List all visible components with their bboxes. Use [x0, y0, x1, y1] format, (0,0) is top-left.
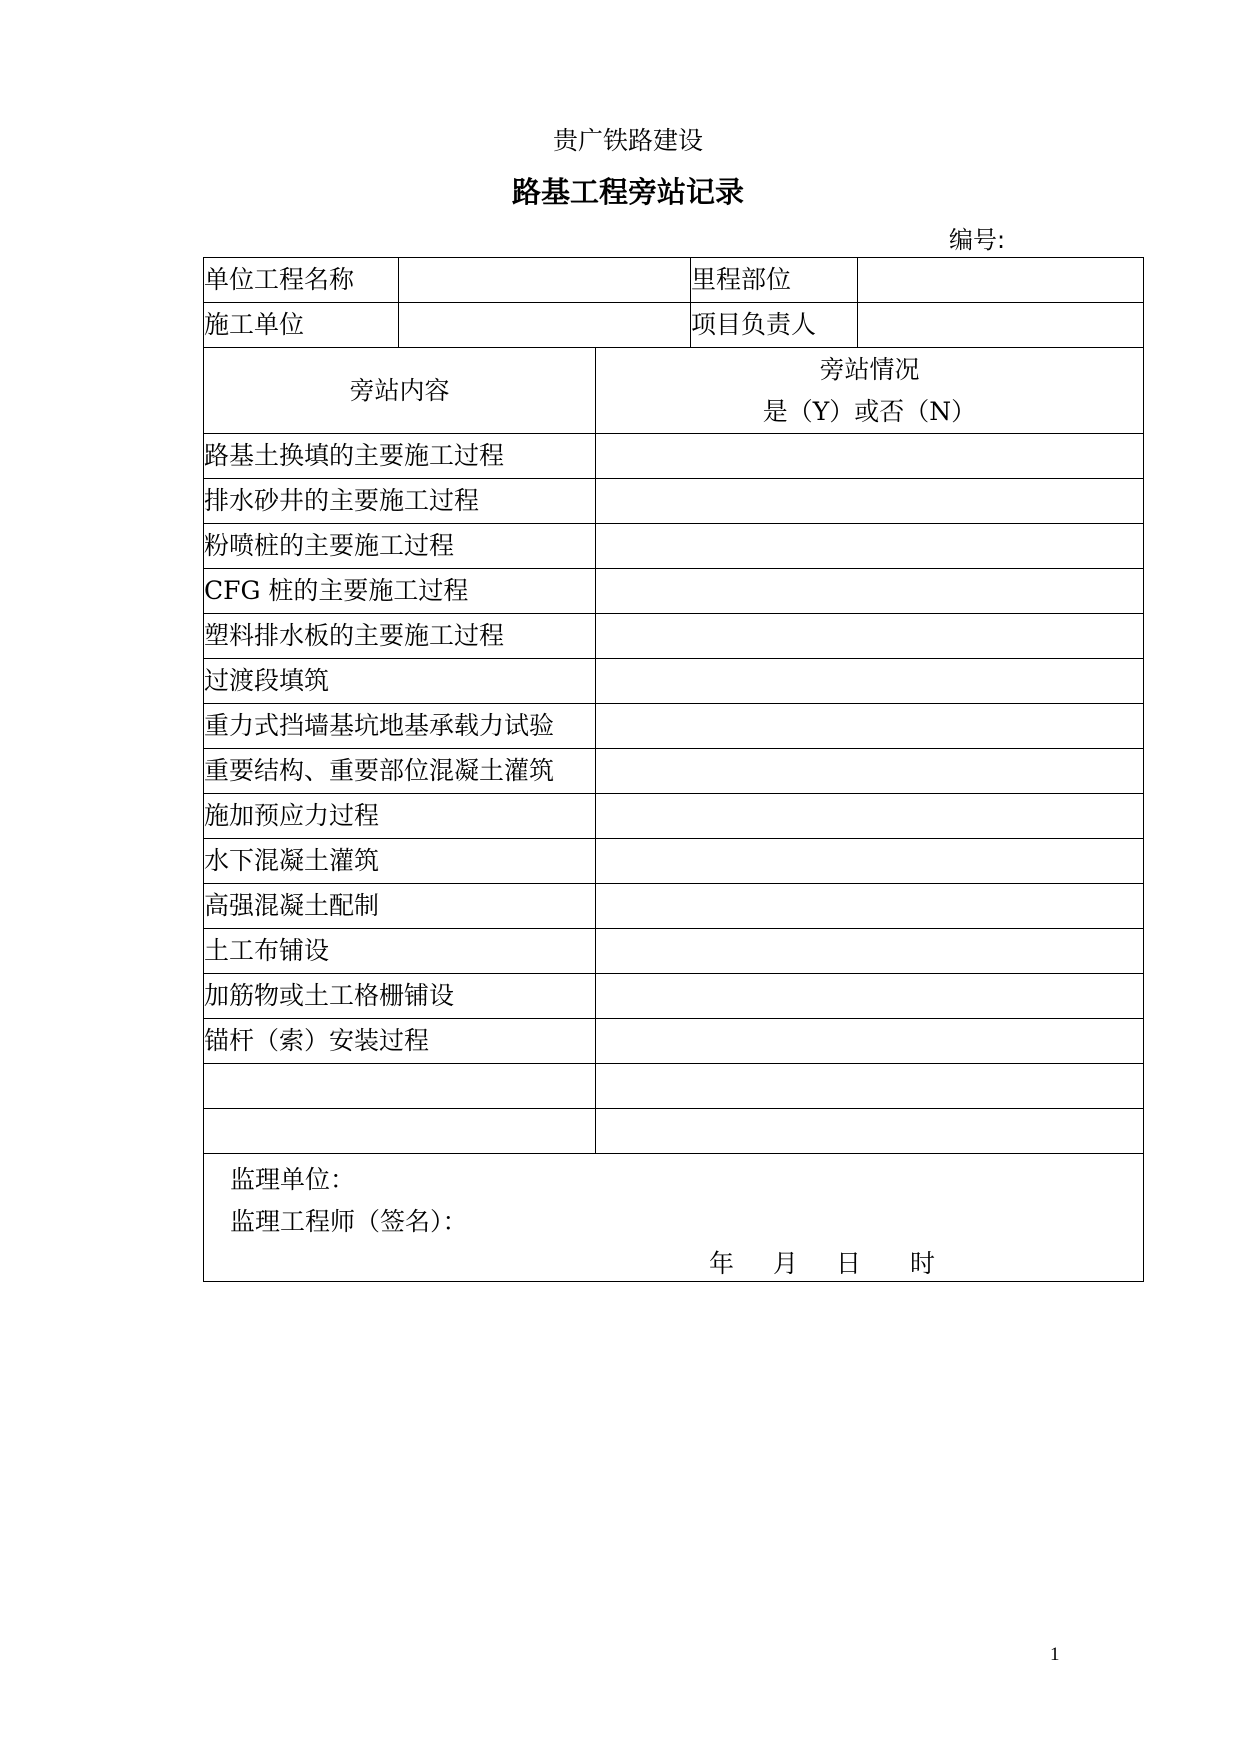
- inspection-record-table: [203, 257, 1144, 1282]
- inspection-item: 加筋物或土工格栅铺设: [204, 974, 596, 1019]
- status-column-hint: 是（Y）或否（N）: [762, 396, 977, 426]
- inspection-status-cell: [596, 614, 1144, 659]
- table-row-blank: [204, 1064, 1144, 1109]
- table-row: [204, 974, 1144, 1019]
- table-row: [204, 1019, 1144, 1064]
- inspection-item: 高强混凝土配制: [204, 884, 596, 929]
- page-number: 1: [1050, 1644, 1060, 1665]
- contractor-label: 施工单位: [204, 303, 399, 348]
- inspection-item: 过渡段填筑: [204, 659, 596, 704]
- inspection-item: 路基土换填的主要施工过程: [204, 434, 596, 479]
- table-row: [204, 794, 1144, 839]
- inspection-status-cell: [596, 1109, 1144, 1154]
- inspection-item-blank: [204, 1109, 596, 1154]
- inspection-status-cell: [596, 884, 1144, 929]
- organization-name: 贵广铁路建设: [552, 126, 703, 155]
- table-row: [204, 929, 1144, 974]
- inspection-item: 施加预应力过程: [204, 794, 596, 839]
- mileage-value-cell: [858, 258, 1144, 303]
- inspection-item: 水下混凝土灌筑: [204, 839, 596, 884]
- status-column-header: [596, 348, 1144, 434]
- inspection-item: 粉喷桩的主要施工过程: [204, 524, 596, 569]
- table-row: [204, 434, 1144, 479]
- signature-cell: [204, 1154, 1144, 1282]
- table-row: [204, 704, 1144, 749]
- signature-block: [204, 1154, 1143, 1281]
- inspection-item: 土工布铺设: [204, 929, 596, 974]
- contractor-value-cell: [399, 303, 691, 348]
- table-row: [204, 524, 1144, 569]
- table-row-blank: [204, 1109, 1144, 1154]
- date-day-label: 日: [836, 1249, 862, 1278]
- inspection-item: CFG 桩的主要施工过程: [204, 569, 596, 614]
- document-number-label: 编号:: [949, 226, 1006, 254]
- inspection-status-cell: [596, 479, 1144, 524]
- date-hour-label: 时: [910, 1249, 936, 1278]
- unit-project-label: 单位工程名称: [204, 258, 399, 303]
- table-row: [204, 749, 1144, 794]
- inspection-item: 塑料排水板的主要施工过程: [204, 614, 596, 659]
- content-column-header: 旁站内容: [204, 348, 596, 434]
- inspection-item-blank: [204, 1064, 596, 1109]
- inspection-status-cell: [596, 794, 1144, 839]
- mileage-label: 里程部位: [691, 258, 858, 303]
- engineer-signature-label: 监理工程师（签名）：: [230, 1207, 468, 1236]
- inspection-status-cell: [596, 929, 1144, 974]
- inspection-status-cell: [596, 839, 1144, 884]
- table-row: [204, 614, 1144, 659]
- date-month-label: 月: [773, 1249, 799, 1278]
- date-year-label: 年: [709, 1249, 735, 1278]
- inspection-item: 重力式挡墙基坑地基承载力试验: [204, 704, 596, 749]
- table-row: [204, 569, 1144, 614]
- project-manager-label: 项目负责人: [691, 303, 858, 348]
- table-row: [204, 659, 1144, 704]
- inspection-status-cell: [596, 1064, 1144, 1109]
- inspection-status-cell: [596, 569, 1144, 614]
- inspection-item: 重要结构、重要部位混凝土灌筑: [204, 749, 596, 794]
- info-row-unit-project: [204, 258, 1144, 303]
- document-title: 路基工程旁站记录: [511, 175, 744, 209]
- inspection-status-cell: [596, 659, 1144, 704]
- unit-project-value-cell: [399, 258, 691, 303]
- table-row: [204, 479, 1144, 524]
- info-row-contractor: [204, 303, 1144, 348]
- project-manager-value-cell: [858, 303, 1144, 348]
- inspection-item: 锚杆（索）安装过程: [204, 1019, 596, 1064]
- table-row: [204, 884, 1144, 929]
- signature-row: [204, 1154, 1144, 1282]
- supervision-unit-label: 监理单位：: [230, 1165, 356, 1194]
- status-column-title: 旁站情况: [819, 354, 920, 384]
- inspection-status-cell: [596, 524, 1144, 569]
- inspection-item: 排水砂井的主要施工过程: [204, 479, 596, 524]
- inspection-status-cell: [596, 1019, 1144, 1064]
- inspection-status-cell: [596, 749, 1144, 794]
- table-row: [204, 839, 1144, 884]
- inspection-status-cell: [596, 974, 1144, 1019]
- table-header-row: [204, 348, 1144, 434]
- inspection-status-cell: [596, 704, 1144, 749]
- inspection-status-cell: [596, 434, 1144, 479]
